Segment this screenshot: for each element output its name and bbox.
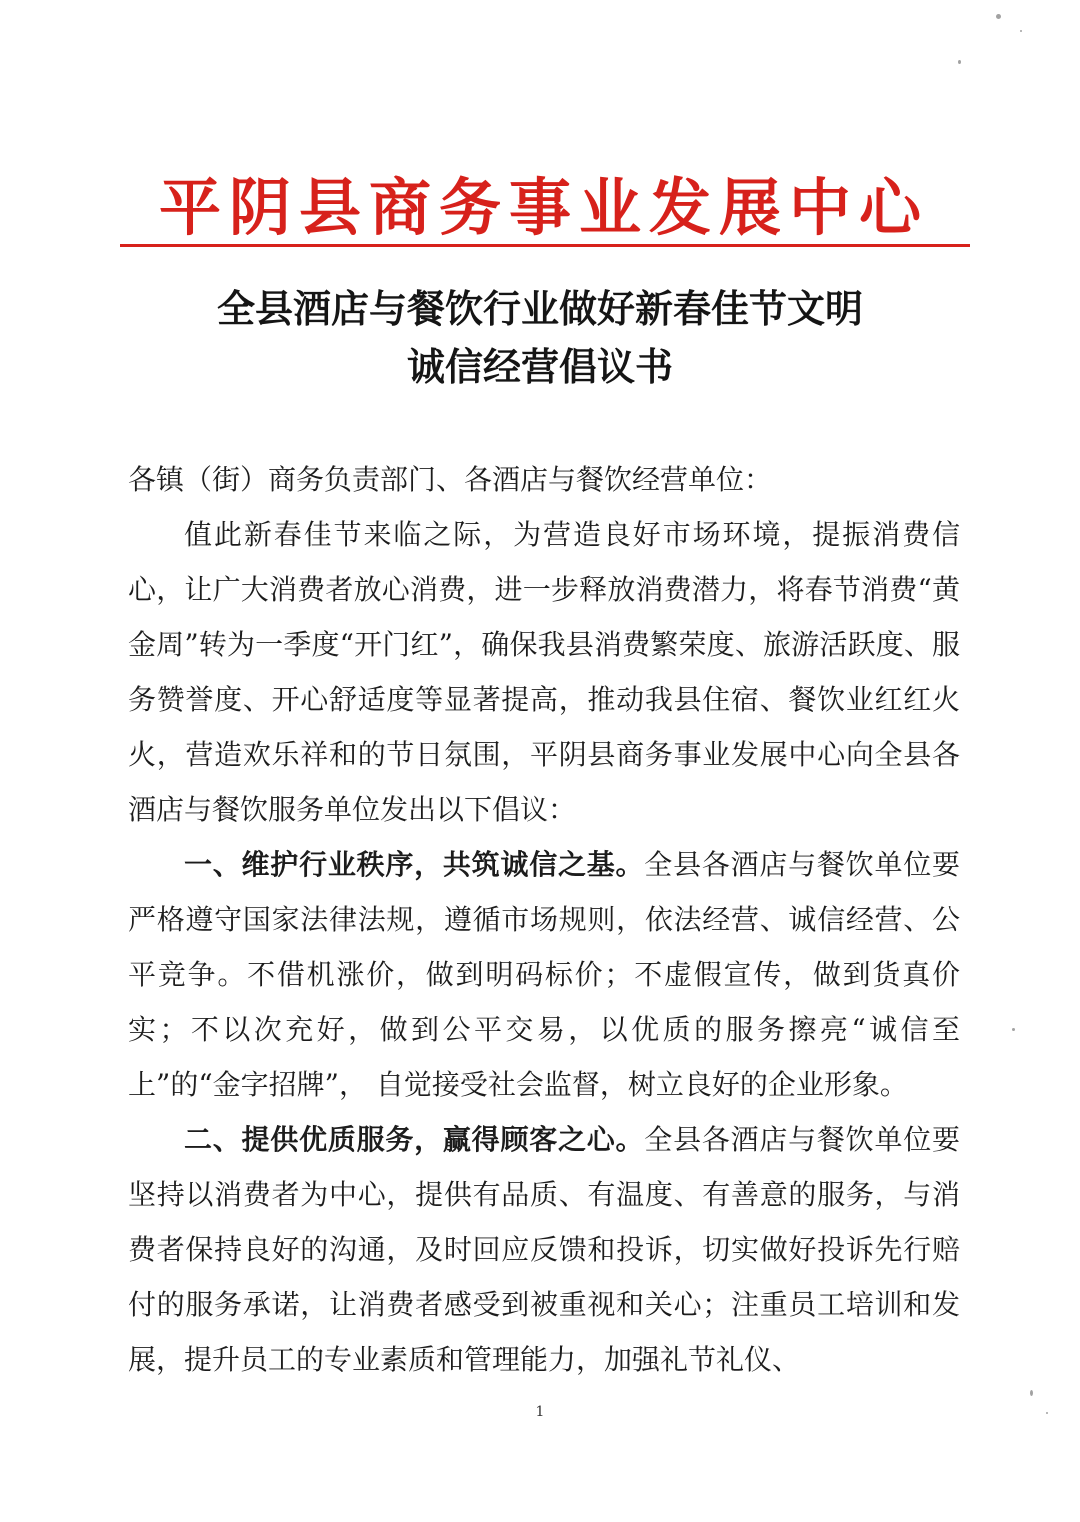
scan-speck: [1046, 1412, 1048, 1414]
document-title-line-2: 诚信经营倡议书: [406, 344, 673, 389]
section-1-body: 全县各酒店与餐饮单位要严格遵守国家法律法规，遵循市场规则，依法经营、诚信经营、公平竞争。不借机涨价，做到明码标价；不虚假宣传，做到货真价实；不以次充好，做到公平交易，以优质的服务擦亮“诚信至上”的“金字招牌”， 自觉接受社会监督，树立良好的企业形象。: [128, 848, 960, 1101]
scan-speck: [996, 14, 1001, 19]
section-1-paragraph: [128, 837, 960, 1112]
salutation: 各镇（街）商务负责部门、各酒店与餐饮经营单位：: [128, 463, 773, 496]
section-1-heading: 一、维护行业秩序，共筑诚信之基。: [184, 848, 645, 881]
page-number: 1: [535, 1404, 545, 1420]
agency-letterhead-title: 平阴县商务事业发展中心: [158, 171, 929, 244]
document-title: [100, 280, 980, 396]
scan-speck: [1020, 30, 1022, 32]
letterhead-red-rule: [120, 244, 970, 247]
section-2-paragraph: [128, 1112, 960, 1387]
scan-speck: [1012, 1028, 1015, 1031]
scan-speck: [1030, 1390, 1033, 1396]
scan-speck: [958, 60, 961, 64]
document-body: [128, 452, 960, 1387]
section-2-body: 全县各酒店与餐饮单位要坚持以消费者为中心，提供有品质、有温度、有善意的服务，与消费者保持良好的沟通，及时回应反馈和投诉，切实做好投诉先行赔付的服务承诺，让消费者感受到被重视和关心；注重员工培训和发展，提升员工的专业素质和管理能力，加强礼节礼仪、: [128, 1123, 960, 1376]
document-title-line-1: 全县酒店与餐饮行业做好新春佳节文明: [216, 286, 863, 331]
section-2-heading: 二、提供优质服务，赢得顾客之心。: [184, 1123, 645, 1156]
intro-paragraph: 值此新春佳节来临之际，为营造良好市场环境，提振消费信心，让广大消费者放心消费，进一步释放消费潜力，将春节消费“黄金周”转为一季度“开门红”，确保我县消费繁荣度、旅游活跃度、服务赞誉度、开心舒适度等显著提高，推动我县住宿、餐饮业红红火火，营造欢乐祥和的节日氛围，平阴县商务事业发展中心向全县各酒店与餐饮服务单位发出以下倡议：: [128, 518, 960, 826]
